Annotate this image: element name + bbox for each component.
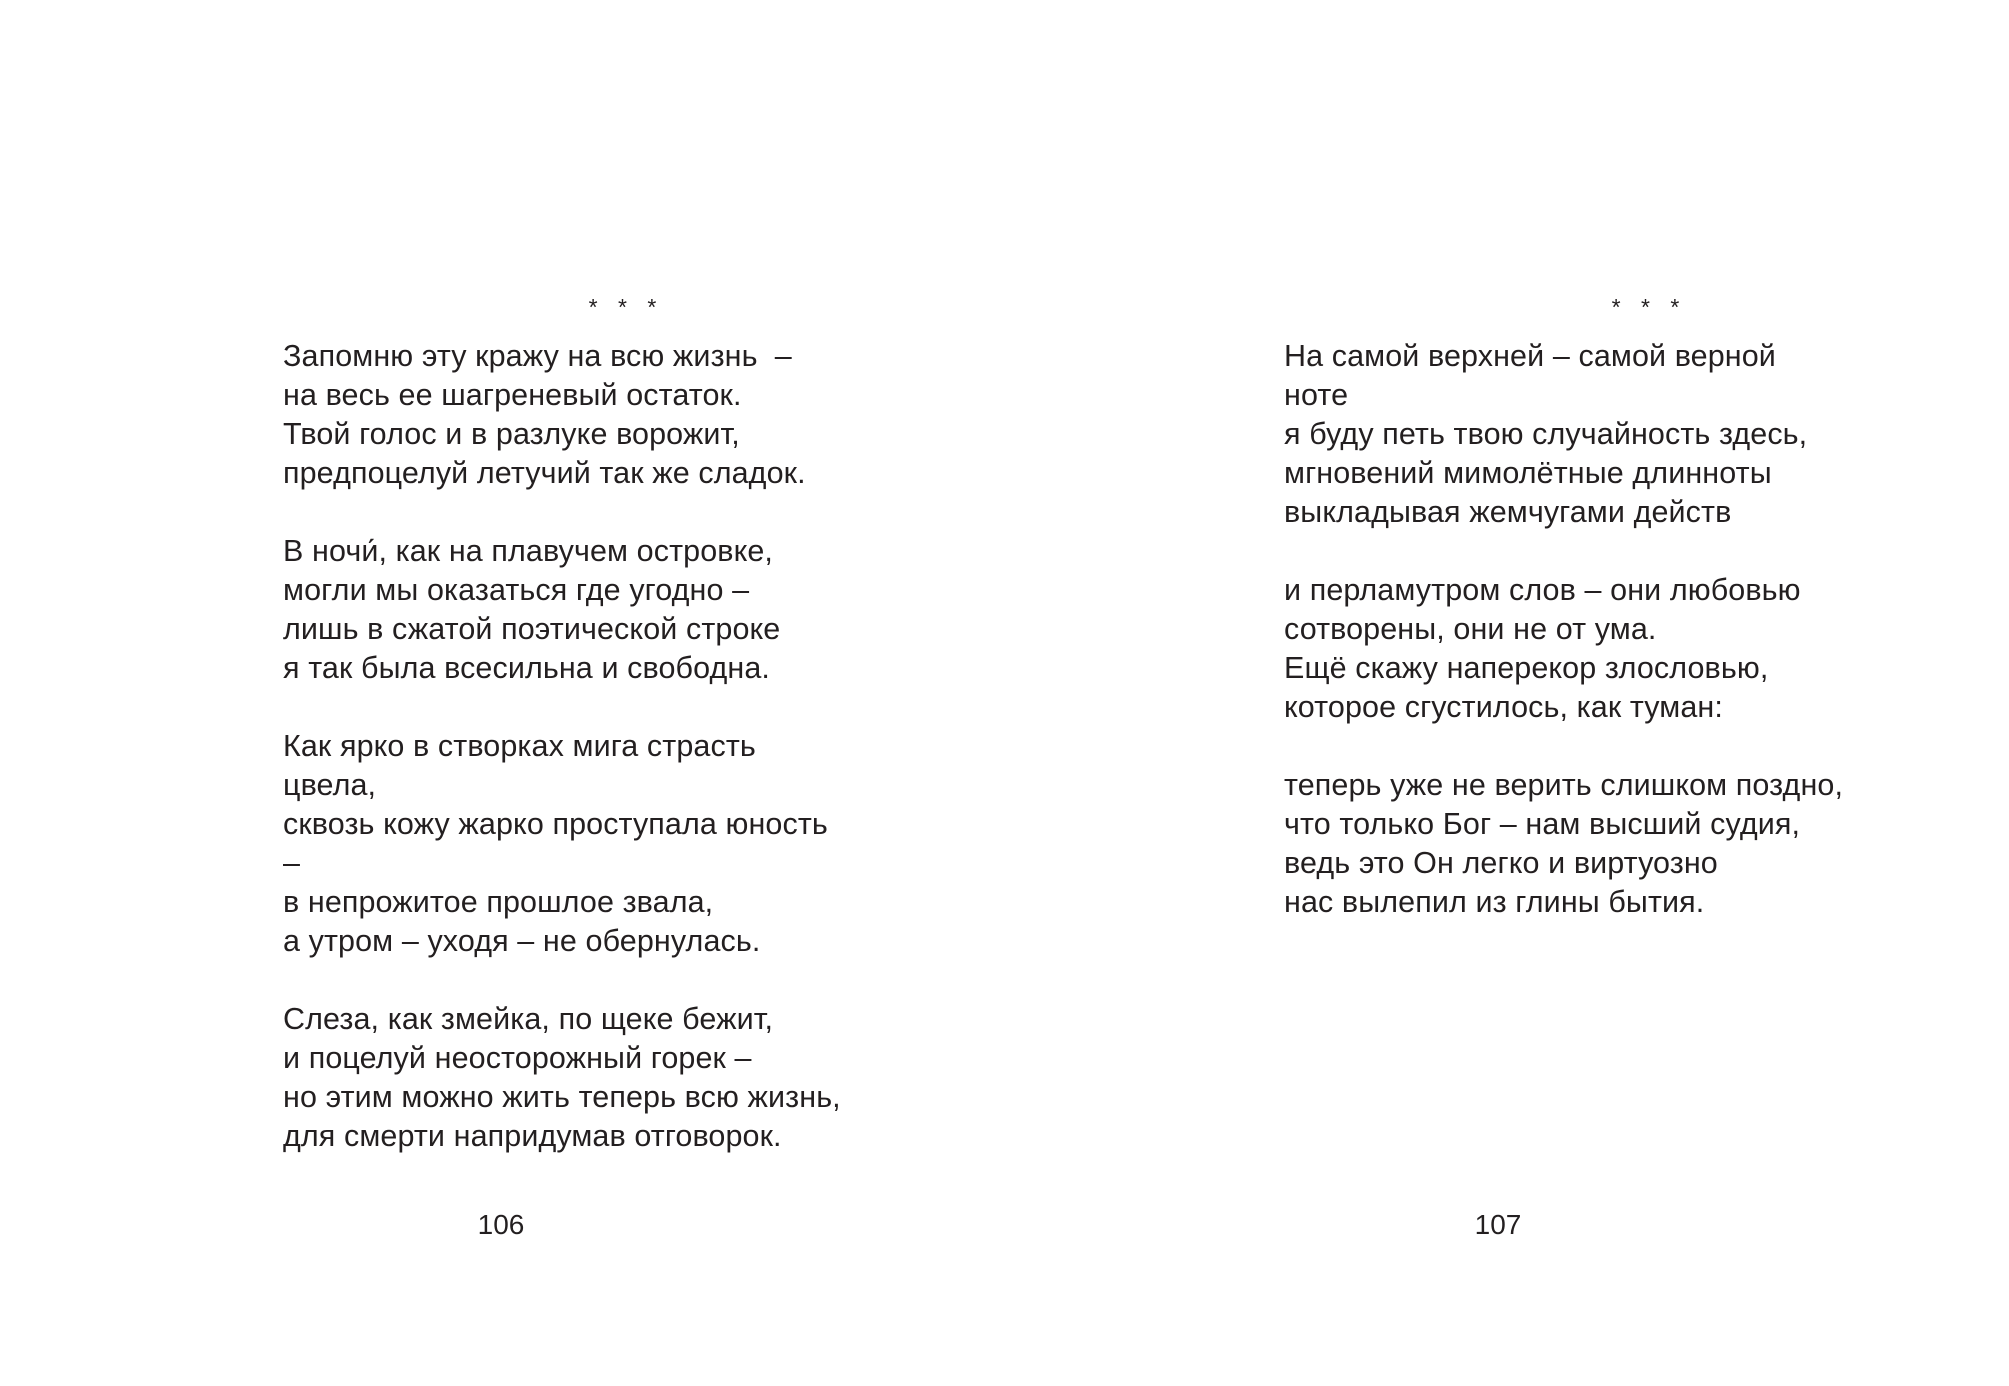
poem-line: могли мы оказаться где угодно – bbox=[283, 573, 750, 607]
poem-line: мгновений мимолётные длинноты bbox=[1284, 456, 1772, 490]
page-number-right: 107 bbox=[1474, 1209, 1522, 1240]
stanza bbox=[283, 337, 843, 493]
poem-line: которое сгустилось, как туман: bbox=[1284, 690, 1723, 724]
poem-line: лишь в сжатой поэтической строке bbox=[283, 612, 781, 646]
poem-line: нас вылепил из глины бытия. bbox=[1284, 885, 1705, 919]
poem-line: сотворены, они не от ума. bbox=[1284, 612, 1657, 646]
stanza bbox=[283, 727, 843, 961]
poem-line: сквозь кожу жарко проступала юность – bbox=[283, 807, 837, 880]
stanza bbox=[1284, 766, 1844, 922]
poem-right bbox=[1284, 296, 1844, 922]
poem-line: выкладывая жемчугами действ bbox=[1284, 495, 1732, 529]
poem-line: а утром – уходя – не обернулась. bbox=[283, 924, 761, 958]
poem-line: и поцелуй неосторожный горек – bbox=[283, 1041, 752, 1075]
poem-line: на весь ее шагреневый остаток. bbox=[283, 378, 742, 412]
poem-line: но этим можно жить теперь всю жизнь, bbox=[283, 1080, 841, 1114]
poem-line: Ещё скажу наперекор злословью, bbox=[1284, 651, 1769, 685]
poem-left bbox=[283, 296, 843, 1156]
poem-line: теперь уже не верить слишком поздно, bbox=[1284, 768, 1844, 802]
stanza bbox=[283, 532, 843, 688]
poem-line: В ночи́, как на плавучем островке, bbox=[283, 534, 773, 568]
poem-line: Слеза, как змейка, по щеке бежит, bbox=[283, 1002, 774, 1036]
poem-line: что только Бог – нам высший судия, bbox=[1284, 807, 1801, 841]
poem-line: Как ярко в створках мига страсть цвела, bbox=[283, 729, 765, 802]
section-divider-asterisks: * * * bbox=[588, 294, 664, 320]
stanza bbox=[1284, 337, 1844, 532]
stanza bbox=[283, 1000, 843, 1156]
stanza bbox=[1284, 571, 1844, 727]
page-number-left: 106 bbox=[477, 1209, 525, 1240]
poem-line: я так была всесильна и свободна. bbox=[283, 651, 770, 685]
poem-line: предпоцелуй летучий так же сладок. bbox=[283, 456, 806, 490]
section-divider-asterisks: * * * bbox=[1611, 294, 1687, 320]
poem-line: и перламутром слов – они любовью bbox=[1284, 573, 1801, 607]
poem-line: На самой верхней – самой верной ноте bbox=[1284, 339, 1785, 412]
poem-line: ведь это Он легко и виртуозно bbox=[1284, 846, 1718, 880]
poem-line: Твой голос и в разлуке ворожит, bbox=[283, 417, 740, 451]
poem-line: я буду петь твою случайность здесь, bbox=[1284, 417, 1808, 451]
poem-line: для смерти напридумав отговорок. bbox=[283, 1119, 782, 1153]
page-right bbox=[1005, 0, 2009, 1386]
poem-line: Запомню эту кражу на всю жизнь – bbox=[283, 339, 792, 373]
poem-line: в непрожитое прошлое звала, bbox=[283, 885, 714, 919]
